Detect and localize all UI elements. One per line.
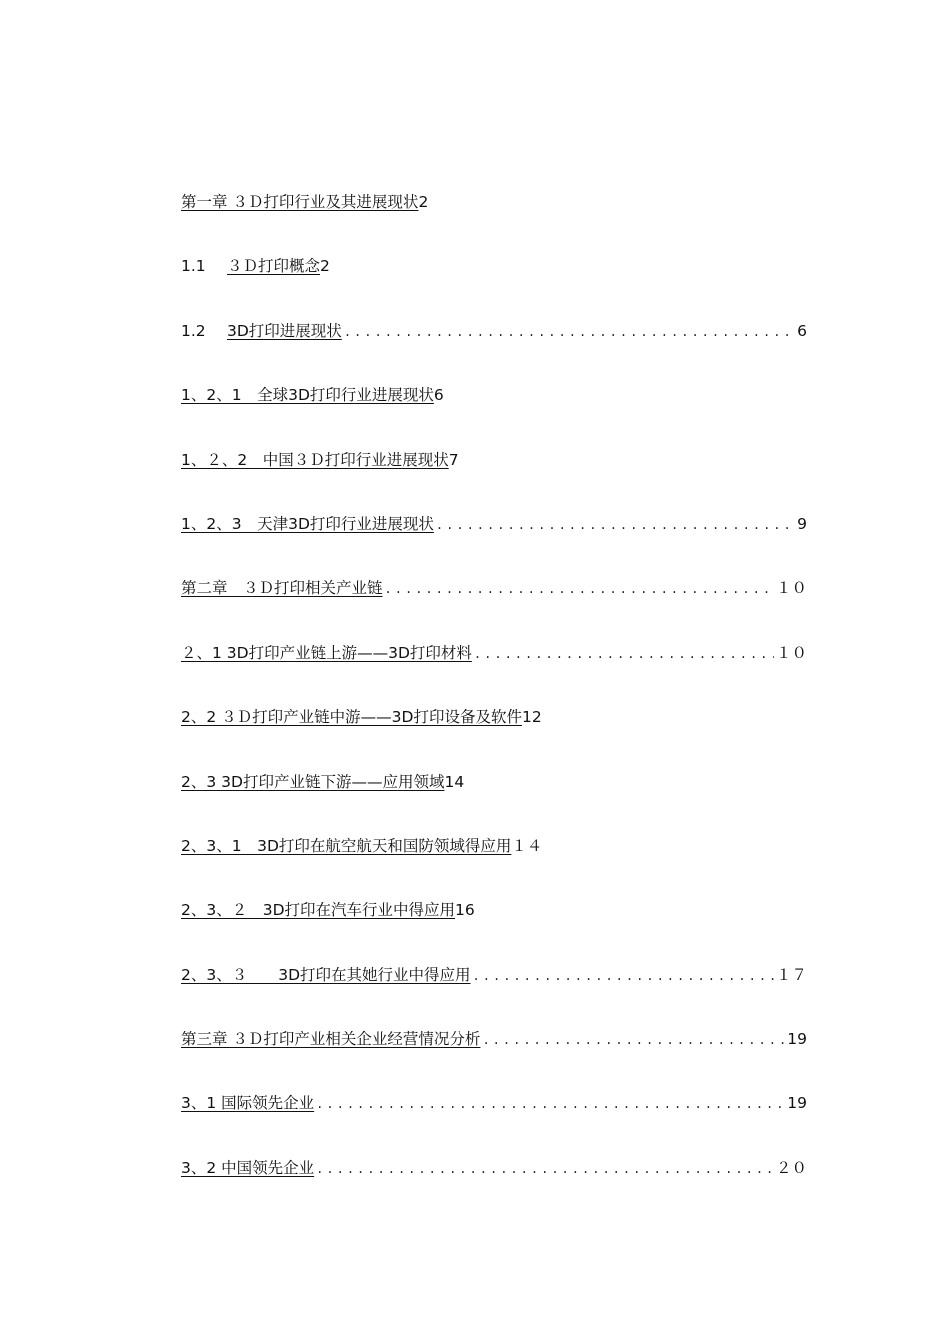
toc-entry-text[interactable]: 1、2、1 全球3D打印行业进展现状 — [181, 386, 434, 405]
toc-entry-text[interactable]: 2、3 3D打印产业链下游——应用领域 — [181, 772, 445, 791]
toc-page-number: １４ — [511, 836, 543, 855]
toc-entry-1-2-1[interactable] — [181, 383, 807, 447]
toc-page-number: 19 — [787, 1030, 807, 1049]
toc-entry-text[interactable]: 第三章 ３Ｄ打印产业相关企业经营情况分析 — [181, 1030, 481, 1049]
toc-page-number: 6 — [433, 386, 444, 405]
toc-page-number: １０ — [775, 643, 807, 662]
toc-page-number: 2 — [418, 193, 429, 211]
toc-entry-text[interactable]: ３Ｄ打印概念 — [227, 257, 321, 276]
toc-entry-text[interactable]: ２、1 3D打印产业链上游——3D打印材料 — [181, 643, 472, 662]
toc-entry-text[interactable]: 2、3、２ 3D打印在汽车行业中得应用 — [181, 901, 456, 920]
toc-page-number: 2 — [320, 257, 330, 276]
toc-page-number: １７ — [775, 965, 807, 984]
toc-entry-3-2[interactable] — [181, 1156, 807, 1220]
toc-page-number: 16 — [455, 901, 475, 920]
toc-page-number: 19 — [787, 1094, 807, 1113]
toc-page-number: 6 — [797, 321, 807, 340]
toc-entry-text[interactable]: 1、２、2 中国３Ｄ打印行业进展现状 — [181, 450, 449, 469]
toc-leader-dots — [316, 1092, 785, 1116]
toc-page-number: 12 — [521, 708, 542, 727]
toc-entry-2-3-1[interactable] — [181, 834, 807, 898]
toc-entry-text[interactable]: 3、1 国际领先企业 — [181, 1094, 315, 1113]
toc-page-number: 14 — [444, 772, 465, 791]
table-of-contents — [181, 190, 807, 1220]
toc-entry-text[interactable]: 3D打印进展现状 — [227, 321, 342, 340]
toc-entry-text[interactable]: 2、2 ３Ｄ打印产业链中游——3D打印设备及软件 — [181, 708, 522, 727]
toc-entry-text[interactable]: 第二章 ３Ｄ打印相关产业链 — [181, 579, 383, 598]
toc-entry-chapter-2[interactable] — [181, 576, 807, 640]
toc-entry-text[interactable]: 2、3、1 3D打印在航空航天和国防领域得应用 — [181, 836, 512, 855]
toc-entry-chapter-1[interactable] — [181, 190, 807, 254]
toc-leader-dots — [385, 577, 774, 601]
toc-entry-text[interactable]: 第一章 ３Ｄ打印行业及其进展现状 — [181, 193, 419, 211]
toc-entry-chapter-3[interactable] — [181, 1027, 807, 1091]
toc-entry-2-3-3[interactable] — [181, 963, 807, 1027]
toc-entry-3-1[interactable] — [181, 1091, 807, 1155]
toc-entry-1-2-3[interactable] — [181, 512, 807, 576]
toc-leader-dots — [344, 320, 795, 344]
toc-entry-2-3-2[interactable] — [181, 898, 807, 962]
toc-leader-dots — [316, 1157, 774, 1181]
toc-entry-1-2-2[interactable] — [181, 448, 807, 512]
toc-entry-1-1[interactable] — [181, 254, 807, 318]
toc-leader-dots — [474, 642, 774, 666]
toc-page-number: １０ — [775, 579, 807, 598]
toc-leader-dots — [473, 964, 774, 988]
toc-entry-text[interactable]: 2、3、３ 3D打印在其她行业中得应用 — [181, 965, 471, 984]
toc-entry-number: 1.1 — [181, 257, 206, 276]
toc-page-number: 7 — [448, 450, 459, 469]
toc-page-number: 9 — [797, 514, 807, 533]
toc-page-number: ２０ — [775, 1158, 807, 1177]
toc-entry-text[interactable]: 1、2、3 天津3D打印行业进展现状 — [181, 514, 434, 533]
toc-entry-2-1[interactable] — [181, 641, 807, 705]
toc-leader-dots — [436, 513, 795, 537]
toc-leader-dots — [482, 1028, 785, 1052]
toc-entry-2-2[interactable] — [181, 705, 807, 769]
toc-entry-text[interactable]: 3、2 中国领先企业 — [181, 1158, 315, 1177]
toc-entry-2-3[interactable] — [181, 770, 807, 834]
toc-entry-number: 1.2 — [181, 321, 206, 340]
toc-entry-1-2[interactable] — [181, 319, 807, 383]
